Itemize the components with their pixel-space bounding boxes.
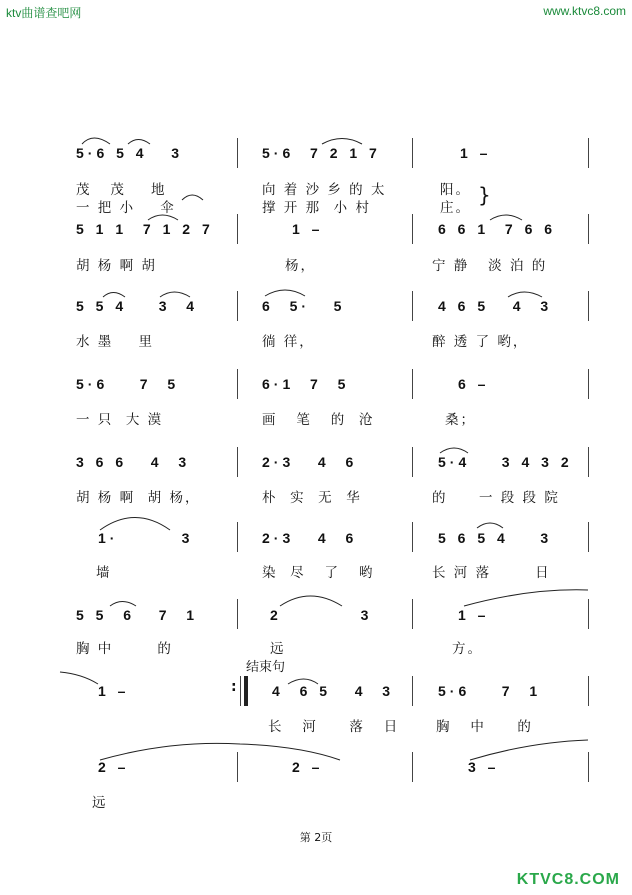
bottom-logo: KTVC8.COM bbox=[516, 871, 620, 888]
notes-bar: 4 6 5 4 3 bbox=[272, 683, 395, 699]
slur bbox=[265, 290, 305, 296]
lyric: 墙 bbox=[96, 565, 112, 581]
slur bbox=[82, 138, 110, 144]
notes-bar: 5·4 3 4 3 2 bbox=[438, 454, 573, 470]
lyric: 长 河 落 日 bbox=[432, 565, 551, 581]
notes-bar: 2 – bbox=[292, 759, 324, 775]
notes-bar: 5·6 7 2 1 7 bbox=[262, 145, 381, 161]
coda-label: 结束句 bbox=[246, 660, 286, 675]
notes-bar: 5·6 7 5 bbox=[76, 376, 180, 392]
slur bbox=[440, 448, 468, 453]
lyric: 茂 茂 地 bbox=[76, 182, 167, 198]
lyric: 的 一 段 段 院 bbox=[432, 490, 560, 506]
slur bbox=[110, 602, 136, 607]
notes-bar: 3 6 6 4 3 bbox=[76, 454, 191, 470]
page-number: 第 2页 bbox=[299, 831, 333, 844]
slur bbox=[322, 139, 362, 145]
lyric: 向 着 沙 乡 的 太 bbox=[262, 182, 387, 198]
lyric: 阳。 bbox=[440, 182, 471, 198]
repeat-dots: : bbox=[231, 679, 237, 695]
lyric: 长 河 落 日 bbox=[268, 719, 400, 735]
lyric: 朴 实 无 华 bbox=[262, 490, 362, 506]
notes-bar: 1 – bbox=[292, 221, 324, 237]
notes-bar: 2·3 4 6 bbox=[262, 454, 358, 470]
lyric: 桑； bbox=[445, 412, 476, 428]
notes-bar: 2 – bbox=[98, 759, 130, 775]
slur bbox=[508, 292, 542, 297]
notes-bar: 2 3 bbox=[270, 607, 373, 623]
watermark-right: www.ktvc8.com bbox=[543, 4, 626, 18]
watermark-left: ktv曲谱查吧网 bbox=[6, 6, 82, 20]
notes-bar: 6·1 7 5 bbox=[262, 376, 350, 392]
slur bbox=[182, 195, 203, 200]
slur bbox=[280, 596, 342, 606]
notes-bar: 5·6 7 1 bbox=[438, 683, 542, 699]
lyric: 胡 杨 啊 胡 bbox=[76, 258, 157, 274]
verse-brace: } bbox=[478, 183, 491, 207]
slur bbox=[103, 293, 125, 298]
lyric: 远 bbox=[270, 641, 286, 657]
notes-bar: 2·3 4 6 bbox=[262, 530, 358, 546]
lyric: 一 把 小 伞 bbox=[76, 200, 176, 216]
lyric: 染 尽 了 哟 bbox=[262, 565, 375, 581]
notes-bar: 3 – bbox=[468, 759, 500, 775]
slur bbox=[100, 743, 340, 760]
notes-bar: 5 5 6 7 1 bbox=[76, 607, 199, 623]
lyric: 画 笔 的 沧 bbox=[262, 412, 375, 428]
lyric: 胸 中 的 bbox=[76, 641, 173, 657]
lyric: 水 墨 里 bbox=[76, 334, 154, 350]
lyric: 方。 bbox=[452, 641, 483, 657]
notes-bar: 6 – bbox=[458, 376, 490, 392]
slur bbox=[60, 672, 98, 684]
notes-bar: 5 6 5 4 3 bbox=[438, 530, 553, 546]
notes-bar: 5·6 5 4 3 bbox=[76, 145, 184, 161]
lyric: 醉 透 了 哟， bbox=[432, 334, 529, 350]
slur bbox=[128, 140, 150, 145]
notes-bar: 1· 3 bbox=[98, 530, 194, 546]
notes-bar: 6 5· 5 bbox=[262, 298, 346, 314]
notes-bar: 1 – bbox=[458, 607, 490, 623]
slur bbox=[160, 292, 190, 297]
slur bbox=[464, 590, 588, 606]
lyric: 庄。 bbox=[440, 200, 471, 216]
lyric: 胸 中 的 bbox=[436, 719, 533, 735]
lyric: 徜 徉， bbox=[262, 334, 315, 350]
notes-bar: 1 – bbox=[98, 683, 130, 699]
slur bbox=[477, 523, 503, 528]
slur bbox=[100, 518, 170, 531]
notes-bar: 5 1 1 7 1 2 7 bbox=[76, 221, 214, 237]
lyric: 胡 杨 啊 胡 杨， bbox=[76, 490, 201, 506]
lyric: 撑 开 那 小 村 bbox=[262, 200, 371, 216]
notes-bar: 5 5 4 3 4 bbox=[76, 298, 199, 314]
notes-bar: 4 6 5 4 3 bbox=[438, 298, 553, 314]
notes-bar: 6 6 1 7 6 6 bbox=[438, 221, 557, 237]
lyric: 远 bbox=[92, 795, 108, 811]
notes-bar: 1 – bbox=[460, 145, 492, 161]
lyric: 杨， bbox=[285, 258, 316, 274]
slur bbox=[490, 215, 522, 220]
slur bbox=[470, 740, 588, 760]
lyric: 宁 静 淡 泊 的 bbox=[432, 258, 548, 274]
lyric: 一 只 大 漠 bbox=[76, 412, 164, 428]
